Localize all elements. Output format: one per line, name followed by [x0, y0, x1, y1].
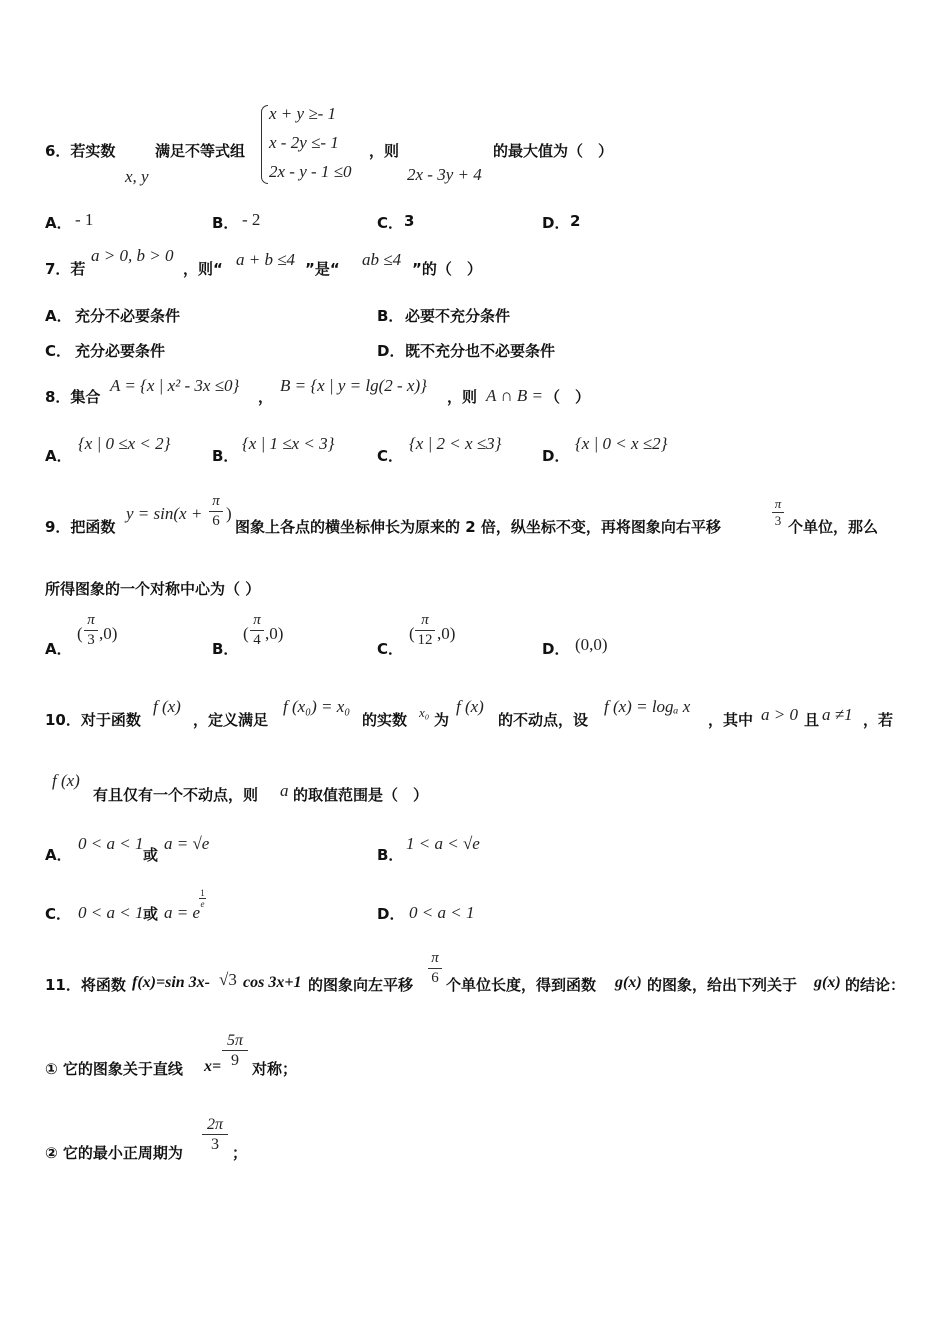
q7-stem-d: ”的（ ） [412, 260, 482, 278]
q9-stem-b: 图象上各点的横坐标伸长为原来的 2 倍，纵坐标不变，再将图象向右平移 [235, 518, 721, 536]
q11-item-1-num: 5π [226, 1032, 243, 1049]
q11-shift-fraction [428, 950, 442, 987]
q11-stem-b: 的图象向左平移 [308, 976, 414, 994]
q10-stem-g: 且 [804, 711, 820, 729]
q8-set-a: A = {x | x² - 3x ≤0} [110, 376, 240, 395]
q7-stem-c: ”是“ [305, 260, 340, 278]
q10-stem-h: ，若 [863, 711, 894, 729]
q6-stem-a: 6．若实数 [45, 142, 116, 160]
q10-option-c-exponent [199, 888, 206, 909]
q11-stem-e: 的结论： [845, 976, 906, 994]
q9-option-c-tail: ,0) [437, 624, 456, 643]
q11-item-2-den: 3 [211, 1136, 219, 1153]
q10-fx-2: f (x) [456, 697, 484, 716]
q6-option-c-value: 3 [404, 212, 415, 230]
q9-option-a-num: π [87, 612, 95, 628]
q7-p: a + b ≤4 [236, 250, 296, 269]
q10-option-b-value: 1 < a < √e [406, 834, 480, 853]
q6-option-a-value: - 1 [75, 210, 94, 229]
q8-set-b: B = {x | y = lg(2 - x)} [280, 376, 427, 395]
q9-option-a-label: A． [45, 640, 72, 658]
q11-g-2: g(x) [814, 974, 841, 991]
q9-stem-a: 9．把函数 [45, 518, 116, 536]
q9-func-fraction [209, 493, 223, 530]
q9-option-c-den: 12 [417, 632, 433, 648]
q9-option-a-den: 3 [87, 632, 95, 648]
q9-func-close: ) [226, 504, 232, 523]
q9-option-b-den: 4 [253, 632, 261, 648]
q9-option-c-open: ( [409, 624, 415, 643]
q10-option-c-label: C． [45, 905, 72, 923]
q7-option-d-label: D． [377, 342, 405, 360]
q10-fx-3: f (x) [52, 771, 80, 790]
q6-ineq-1: x + y ≥- 1 [269, 104, 337, 123]
q11-shift-den: 6 [431, 970, 439, 986]
q9-option-a-tail: ,0) [99, 624, 118, 643]
q10-f-definition: f (x) = logₐ x [604, 697, 691, 716]
q9-option-a-open: ( [77, 624, 83, 643]
q8-option-c-label: C． [377, 447, 404, 465]
q10-a-positive: a > 0 [761, 705, 798, 724]
q9-stem-c: 个单位，那么 [788, 518, 879, 536]
q9-stem-d: 所得图象的一个对称中心为（ ） [45, 580, 261, 598]
q11-item-2-end: ； [232, 1144, 248, 1162]
q10-option-c-part2: a = e [164, 903, 201, 922]
q6-option-c-label: C． [377, 214, 404, 232]
q7-option-c-value: 充分必要条件 [75, 342, 166, 360]
q8-option-d-value: {x | 0 < x ≤2} [575, 434, 668, 453]
q9-option-b-open: ( [243, 624, 249, 643]
q8-option-b-label: B． [212, 447, 239, 465]
q10-stem-i: 有且仅有一个不动点，则 [93, 786, 259, 804]
q8-ask: A ∩ B = [486, 386, 543, 405]
q8-option-a-value: {x | 0 ≤x < 2} [78, 434, 171, 453]
q9-option-a-fraction [84, 612, 98, 649]
q11-item-1-x: x= [204, 1058, 222, 1075]
q7-stem-b: ，则“ [183, 260, 223, 278]
q7-option-a-value: 充分不必要条件 [75, 307, 181, 325]
q8-stem-a: 8．集合 [45, 388, 101, 406]
q8-option-b-value: {x | 1 ≤x < 3} [242, 434, 335, 453]
q6-stem-d: 的最大值为（ ） [493, 142, 614, 160]
q10-x0: x₀ [419, 705, 430, 720]
q7-option-a-label: A． [45, 307, 72, 325]
q11-item-1-fraction [222, 1032, 248, 1069]
q11-item-1-end: 对称； [252, 1060, 298, 1078]
q11-stem-a: 11．将函数 [45, 976, 126, 994]
q8-option-d-label: D． [542, 447, 570, 465]
q8-option-c-value: {x | 2 < x ≤3} [409, 434, 502, 453]
q10-option-c-or: 或 [143, 905, 159, 923]
q10-stem-f: ，其中 [708, 711, 754, 729]
q9-option-b-tail: ,0) [265, 624, 284, 643]
q6-ineq-3: 2x - y - 1 ≤0 [269, 162, 352, 181]
q6-objective: 2x - 3y + 4 [407, 165, 482, 184]
q11-shift-num: π [431, 950, 439, 966]
q7-option-b-value: 必要不充分条件 [405, 307, 511, 325]
q11-g: g(x) [615, 974, 642, 991]
q9-func-frac-num: π [212, 493, 220, 509]
q6-stem-c: ，则 [369, 142, 400, 160]
q9-option-d-value: (0,0) [575, 635, 608, 654]
q10-option-a-part2: a = √e [164, 834, 210, 853]
q10-stem-j: 的取值范围是（ ） [293, 786, 429, 804]
q9-option-c-fraction [415, 612, 435, 649]
q9-shift-frac-num: π [774, 496, 782, 511]
q8-sep: ， [258, 388, 274, 406]
q10-a: a [280, 781, 289, 800]
q10-option-a-or: 或 [143, 846, 159, 864]
q6-option-d-value: 2 [570, 212, 581, 230]
q10-option-c-exp-den: e [200, 899, 205, 909]
q10-option-c-part1: 0 < a < 1 [78, 903, 144, 922]
q6-ineq-2: x - 2y ≤- 1 [269, 133, 339, 152]
q9-shift-fraction [772, 497, 784, 528]
q10-option-b-label: B． [377, 846, 404, 864]
q10-option-d-value: 0 < a < 1 [409, 903, 475, 922]
q11-item-1-den: 9 [231, 1052, 239, 1069]
q9-option-b-fraction [250, 612, 264, 649]
q11-item-2-fraction [202, 1116, 228, 1153]
q10-stem-a: 10．对于函数 [45, 711, 141, 729]
q6-option-b-label: B． [212, 214, 239, 232]
q8-option-a-label: A． [45, 447, 72, 465]
q11-sqrt3: √3 [219, 970, 237, 989]
q9-option-c-label: C． [377, 640, 404, 658]
q11-f-expr-b: cos 3x+1 [243, 974, 302, 991]
q11-item-1-text: ① 它的图象关于直线 [45, 1060, 183, 1078]
q9-option-c-num: π [421, 612, 429, 628]
q10-stem-e: 的不动点，设 [498, 711, 589, 729]
q9-func: y = sin(x + [126, 504, 203, 523]
q10-option-c-exp-num: 1 [200, 888, 205, 898]
q7-option-c-label: C． [45, 342, 72, 360]
q9-option-d-label: D． [542, 640, 570, 658]
q9-option-b-num: π [253, 612, 261, 628]
q10-option-a-label: A． [45, 846, 72, 864]
q10-stem-d: 为 [434, 711, 450, 729]
q6-vars: x, y [125, 167, 149, 186]
q10-option-d-label: D． [377, 905, 405, 923]
q7-option-d-value: 既不充分也不必要条件 [405, 342, 556, 360]
q11-item-2-num: 2π [206, 1116, 223, 1133]
q8-stem-b: ，则 [447, 388, 478, 406]
q7-stem-a: 7．若 [45, 260, 86, 278]
q10-stem-c: 的实数 [362, 711, 408, 729]
q11-f-expr-a: f(x)=sin 3x- [132, 974, 210, 991]
q7-q: ab ≤4 [362, 250, 402, 269]
q10-fx: f (x) [153, 697, 181, 716]
q11-stem-d: 的图象，给出下列关于 [647, 976, 798, 994]
q9-option-b-label: B． [212, 640, 239, 658]
q6-option-d-label: D． [542, 214, 570, 232]
q10-fixed-point-eq: f (x₀) = x₀ [283, 697, 351, 716]
q6-option-a-label: A． [45, 214, 72, 232]
q8-stem-c: （ ） [545, 388, 591, 406]
q7-option-b-label: B． [377, 307, 404, 325]
q7-condition: a > 0, b > 0 [91, 246, 174, 265]
q10-stem-b: ，定义满足 [193, 711, 269, 729]
q6-option-b-value: - 2 [242, 210, 261, 229]
q6-stem-b: 满足不等式组 [155, 142, 246, 160]
q9-shift-frac-den: 3 [774, 513, 782, 528]
q11-stem-c: 个单位长度，得到函数 [446, 976, 597, 994]
q9-func-frac-den: 6 [212, 513, 220, 529]
q10-a-not-one: a ≠1 [822, 705, 853, 724]
q6-system-brace [261, 105, 268, 184]
q10-option-a-part1: 0 < a < 1 [78, 834, 144, 853]
q11-item-2-text: ② 它的最小正周期为 [45, 1144, 183, 1162]
